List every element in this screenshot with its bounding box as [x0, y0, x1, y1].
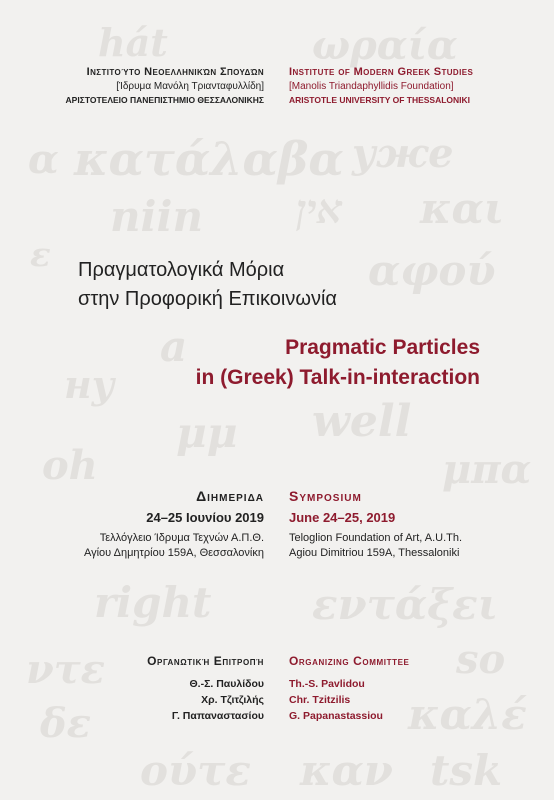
committee-en-member: Th.-S. Pavlidou [289, 678, 365, 690]
symposium-gr-venue-line1: Τελλόγλειο Ίδρυμα Τεχνών Α.Π.Θ. [99, 532, 264, 544]
title-gr-line2: στην Προφορική Επικοινωνία [78, 288, 337, 310]
background-word: ну [64, 362, 115, 407]
symposium-gr [84, 488, 264, 561]
background-word: a [160, 322, 188, 371]
background-word: και [420, 184, 505, 233]
committee-gr-member: Θ.-Σ. Παυλίδου [189, 678, 264, 690]
background-word: niin [110, 192, 203, 241]
institute-gr-title: Ινστιτούτο Νεοελληνικών Σπουδών [86, 66, 264, 78]
institute-en [289, 66, 473, 105]
committee-en-heading: Organizing Committee [289, 654, 410, 668]
institute-gr-university: ΑΡΙΣΤΟΤΕΛΕΙΟ ΠΑΝΕΠΙΣΤΗΜΙΟ ΘΕΣΣΑΛΟΝΙΚΗΣ [65, 95, 264, 105]
background-word: κατάλαβα [74, 132, 344, 186]
institute-en-subtitle: [Manolis Triandaphyllidis Foundation] [289, 81, 454, 92]
symposium-en-venue-line1: Teloglion Foundation of Art, A.U.Th. [289, 532, 463, 544]
background-word: well [312, 396, 412, 447]
title-en-line1: Pragmatic Particles [285, 336, 480, 359]
background-word: εντάξει [312, 580, 498, 629]
background-word: ντε [26, 646, 105, 693]
committee-gr-heading: Οργανωτική Επιτροπή [147, 654, 264, 668]
background-word: oh [42, 442, 98, 489]
committee-gr [147, 654, 264, 724]
committee-en [289, 654, 409, 724]
background-word: ούτε [140, 746, 251, 795]
background-word: уже [352, 130, 454, 177]
background-word: so [456, 636, 506, 683]
institute-en-title: Institute of Modern Greek Studies [289, 66, 474, 78]
title-gr [78, 258, 337, 312]
background-word: μπα [442, 446, 532, 493]
background-word: tsk [430, 746, 503, 795]
committee-gr-member: Γ. Παπαναστασίου [171, 710, 264, 722]
symposium-gr-heading: Διημεριδα [196, 488, 264, 504]
background-word: hát [98, 20, 168, 65]
background-word: אין [296, 186, 343, 233]
background-word: μμ [176, 408, 238, 457]
symposium-en-venue-line2: Agiou Dimitriou 159A, Thessaloniki [289, 547, 460, 559]
background-word: καλέ [408, 690, 527, 739]
committee-en-member: G. Papanastassiou [289, 710, 383, 722]
institute-en-university: ARISTOTLE UNIVERSITY OF THESSALONIKI [289, 95, 471, 105]
committee-en-member: Chr. Tzitzilis [289, 694, 351, 706]
symposium-en-heading: Symposium [289, 488, 362, 504]
background-word: right [94, 578, 212, 627]
background-word: ε [30, 235, 51, 275]
title-gr-line1: Πραγματολογικά Μόρια [78, 259, 285, 281]
title-en [196, 335, 480, 391]
symposium-en-dates: June 24–25, 2019 [289, 510, 396, 525]
background-word: δε [40, 700, 91, 747]
symposium-gr-venue-line2: Αγίου Δημητρίου 159Α, Θεσσαλονίκη [83, 547, 264, 559]
background-word: α [28, 136, 59, 183]
background-word: αφού [368, 246, 496, 295]
committee-gr-member: Χρ. Τζιτζιλής [201, 694, 264, 706]
background-word: καν [300, 746, 393, 795]
symposium-en [289, 488, 462, 561]
institute-gr-subtitle: [Ίδρυμα Μανόλη Τριανταφυλλίδη] [116, 81, 264, 92]
background-word: ωραία [312, 22, 458, 69]
symposium-gr-dates: 24–25 Ιουνίου 2019 [146, 510, 264, 525]
institute-gr [66, 66, 264, 105]
title-en-line2: in (Greek) Talk-in-interaction [195, 366, 480, 389]
